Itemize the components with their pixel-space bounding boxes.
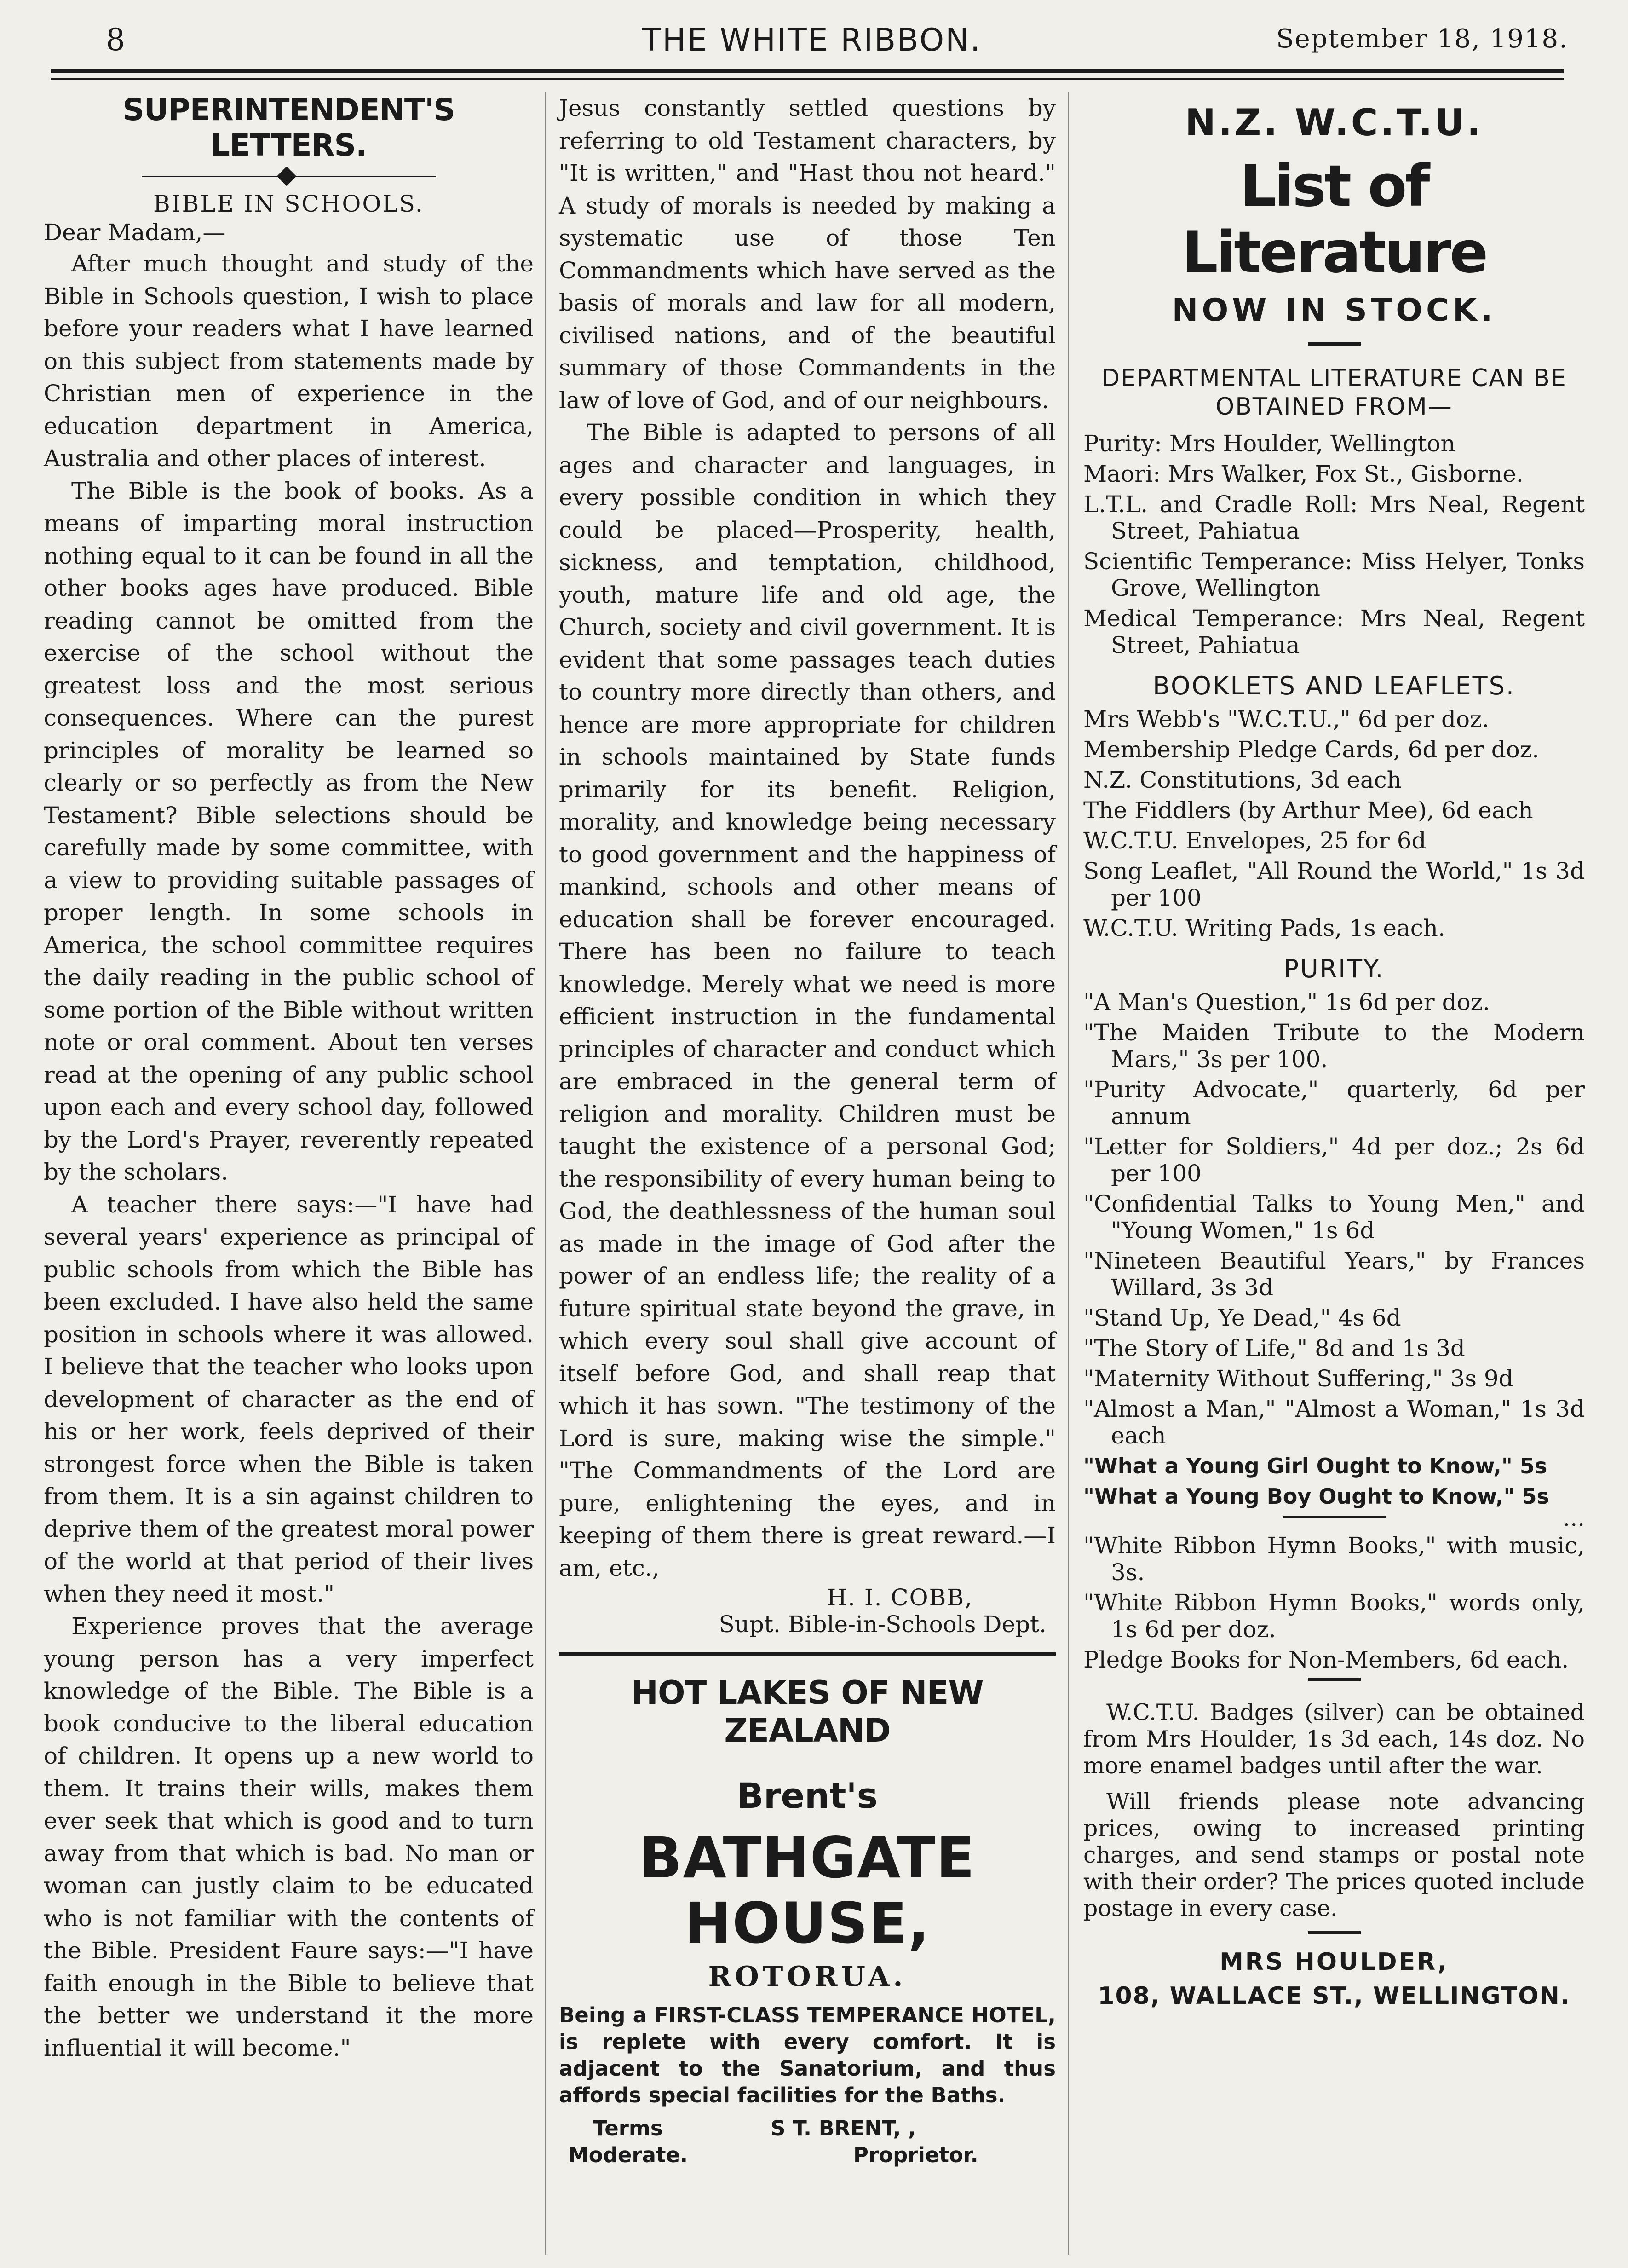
ornament-rule xyxy=(142,167,436,186)
article-paragraph: The Bible is adapted to persons of all ages and character and languages, in every possible condition in which they could be placed—Prosperity, health, sickness, and temptation, childhood, youth, mature life and old age, the Church, society and civil government. It is evident that some passages teach duties to country more directly than others, and hence are more appropriate for children in schools maintained by State funds primarily for its benefit. Religion, morality, and knowledge being necessary to good government and the happiness of mankind, schools and other means of education shall be forever encouraged. There has been no failure to teach knowledge. Merely what we need is more efficient instruction in the fundamental principles of character and conduct which are embraced in the general term of religion and morality. Children must be taught the existence of a personal God; the responsibility of every human being to God, the deathlessness of the human soul as made in the image of God after the power of an endless life; the reality of a future spiritual state beyond the grave, in which every soul shall give account of itself before God, and shall reap that which it has sown. "The testimony of the Lord is sure, making wise the simple." "The Commandments of the Lord are pure, enlightening the eyes, and in keeping of them there is great reward.—I am, etc., xyxy=(559,419,1056,1581)
signature-title: Supt. Bible-in-Schools Dept. xyxy=(719,1611,1047,1638)
ad-terms xyxy=(568,2115,688,2169)
literature-column xyxy=(1083,92,1585,2010)
purity-entry: "What a Young Boy Ought to Know," 5s xyxy=(1083,1484,1549,1509)
dept-heading: DEPARTMENTAL LITERATURE CAN BE OBTAINED FROM— xyxy=(1101,364,1567,421)
section-rule xyxy=(1308,1931,1361,1934)
hymn-entry: Pledge Books for Non-Members, 6d each. xyxy=(1083,1646,1569,1673)
ad-heading: HOT LAKES OF NEW ZEALAND xyxy=(631,1674,984,1749)
hymn-entry: "White Ribbon Hymn Books," with music, 3s. xyxy=(1083,1532,1585,1586)
letters-heading: SUPERINTENDENT'S LETTERS. xyxy=(122,92,455,163)
literature-org: N.Z. W.C.T.U. xyxy=(1185,101,1483,144)
ad-body: Being a FIRST-CLASS TEMPERANCE HOTEL, is replete with every comfort. It is adjacent to the Sanatorium, and thus affords special facilities for the Baths. xyxy=(559,2003,1056,2107)
section-rule xyxy=(1308,1678,1361,1681)
page-header xyxy=(55,14,1568,69)
badges-note: W.C.T.U. Badges (silver) can be obtained from Mrs Houlder, 1s 3d each, 14s doz. No more enamel badges until after the war. xyxy=(1083,1699,1585,1779)
ad-town: ROTORUA. xyxy=(708,1961,907,1993)
purity-entry: "A Man's Question," 1s 6d per doz. xyxy=(1083,989,1490,1016)
ad-footer xyxy=(559,2115,1056,2175)
booklet-entry: N.Z. Constitutions, 3d each xyxy=(1083,767,1402,793)
booklet-entry: W.C.T.U. Writing Pads, 1s each. xyxy=(1083,915,1445,941)
dept-entry: L.T.L. and Cradle Roll: Mrs Neal, Regent Street, Pahiatua xyxy=(1083,491,1585,544)
header-rule xyxy=(51,69,1564,73)
purity-entry: "Nineteen Beautiful Years," by Frances Willard, 3s 3d xyxy=(1083,1247,1585,1301)
salutation: Dear Madam,— xyxy=(44,219,226,246)
purity-entry: "Stand Up, Ye Dead," 4s 6d xyxy=(1083,1304,1401,1331)
ad-terms-line: Terms xyxy=(593,2116,663,2141)
booklet-entry: Mrs Webb's "W.C.T.U.," 6d per doz. xyxy=(1083,706,1490,733)
ad-divider xyxy=(559,1652,1056,1656)
dept-entry: Medical Temperance: Mrs Neal, Regent Street, Pahiatua xyxy=(1083,605,1585,658)
signature-name: H. I. COBB, xyxy=(827,1584,973,1611)
ad-proprietor-title: Proprietor. xyxy=(853,2143,978,2167)
dept-entry: Maori: Mrs Walker, Fox St., Gisborne. xyxy=(1083,461,1524,487)
booklet-entry: W.C.T.U. Envelopes, 25 for 6d xyxy=(1083,827,1427,854)
letters-subheading: BIBLE IN SCHOOLS. xyxy=(153,190,424,217)
contact-address: 108, WALLACE ST., WELLINGTON. xyxy=(1098,1982,1570,2010)
dept-entry: Scientific Temperance: Miss Helyer, Tonks Grove, Wellington xyxy=(1083,548,1585,601)
newspaper-title: THE WHITE RIBBON. xyxy=(642,22,982,58)
booklet-entry: Song Leaflet, "All Round the World," 1s 3d per 100 xyxy=(1083,858,1585,911)
section-rule xyxy=(1308,342,1361,346)
dept-entry: Purity: Mrs Houlder, Wellington xyxy=(1083,430,1455,457)
prices-note: Will friends please note advancing prices, owing to increased printing charges, and send stamps or postal note with their order? The prices quoted include postage in every case. xyxy=(1083,1789,1585,1922)
page-number: 8 xyxy=(106,22,125,58)
purity-entry: "Maternity Without Suffering," 3s 9d xyxy=(1083,1365,1513,1392)
article-paragraph: A teacher there says:—"I have had several years' experience as principal of public schools from which the Bible has been excluded. I have also held the same position in schools where it was allowed. I believe that the teacher who looks upon development of character as the end of his or her work, feels deprived of their strongest force when the Bible is taken from them. It is a sin against children to deprive them of the greatest moral power of the world at that period of their lives when they need it most." xyxy=(44,1191,534,1607)
booklet-entry: The Fiddlers (by Arthur Mee), 6d each xyxy=(1083,797,1533,824)
column-divider xyxy=(1068,92,1069,2255)
purity-entry: "Letter for Soldiers," 4d per doz.; 2s 6d per 100 xyxy=(1083,1133,1585,1187)
article-paragraph: Experience proves that the average young person has a very imperfect knowledge of the Bible. The Bible is a book conducive to the liberal education of children. It opens up a new world to them. It trains their wills, makes them ever seek that which is good and to turn away from that which is bad. No man or woman can justly claim to be educated who is not familiar with the contents of the Bible. President Faure says:—"I have faith enough in the Bible to believe that the better we understand it the more influential it will become." xyxy=(44,1613,534,2061)
letters-column-2 xyxy=(559,92,1056,2175)
booklets-heading: BOOKLETS AND LEAFLETS. xyxy=(1152,671,1516,700)
article-paragraph: After much thought and study of the Bible in Schools question, I wish to place before your readers what I have learned on this subject from statements made by Christian men of experience in the education department in America, Australia and other places of interest. xyxy=(44,250,534,472)
ellipsis-mark: ... xyxy=(1563,1505,1585,1531)
ad-terms-line: Moderate. xyxy=(568,2143,688,2167)
purity-entry: "Confidential Talks to Young Men," and "Young Women," 1s 6d xyxy=(1083,1190,1585,1244)
ad-proprietor-name: S T. BRENT, , xyxy=(771,2116,916,2141)
header-rule-thin xyxy=(51,78,1564,80)
contact-name: MRS HOULDER, xyxy=(1220,1948,1449,1976)
column-divider xyxy=(545,92,546,2255)
purity-entry: "Almost a Man," "Almost a Woman," 1s 3d each xyxy=(1083,1396,1585,1449)
ad-brand: Brent's xyxy=(737,1775,878,1816)
purity-entry: "Purity Advocate," quarterly, 6d per annum xyxy=(1083,1076,1585,1130)
ad-hotel-name: BATHGATE HOUSE, xyxy=(639,1825,976,1956)
hymn-entry: "White Ribbon Hymn Books," words only, 1s 6d per doz. xyxy=(1083,1589,1585,1643)
hotel-advertisement xyxy=(559,1674,1056,2175)
article-paragraph: The Bible is the book of books. As a means of imparting moral instruction nothing equal to it can be found in all the other books ages have produced. Bible reading cannot be omitted from the exercise of the school without the greatest loss and the most serious consequences. Where can the purest principles of morality be learned so clearly or so perfectly as from the New Testament? Bible selections should be carefully made by some committee, with a view to providing suitable passages of proper length. In some schools in America, the school committee requires the daily reading in the public school of some portion of the Bible without written note or oral comment. About ten verses read at the opening of any public school upon each and every school day, followed by the Lord's Prayer, reverently repeated by the scholars. xyxy=(44,477,534,1185)
purity-heading: PURITY. xyxy=(1283,954,1385,983)
literature-stock: NOW IN STOCK. xyxy=(1172,292,1496,329)
purity-entry: "The Maiden Tribute to the Modern Mars," 3s per 100. xyxy=(1083,1019,1585,1073)
issue-date: September 18, 1918. xyxy=(1276,24,1568,54)
booklet-entry: Membership Pledge Cards, 6d per doz. xyxy=(1083,736,1540,763)
purity-entry: "What a Young Girl Ought to Know," 5s xyxy=(1083,1454,1547,1478)
letters-column-1 xyxy=(44,92,534,2064)
purity-entry: "The Story of Life," 8d and 1s 3d xyxy=(1083,1335,1465,1362)
literature-title: List of Literature xyxy=(1181,153,1487,286)
article-paragraph: Jesus constantly settled questions by referring to old Testament characters, by "It is written," and "Hast thou not heard." A study of morals is needed by making a systematic use of those Ten Commandments which have served as the basis of morals and law for all modern, civilised nations, and of the beautiful summary of those Commandents in the law of love of God, and of our neighbours. xyxy=(559,95,1056,414)
